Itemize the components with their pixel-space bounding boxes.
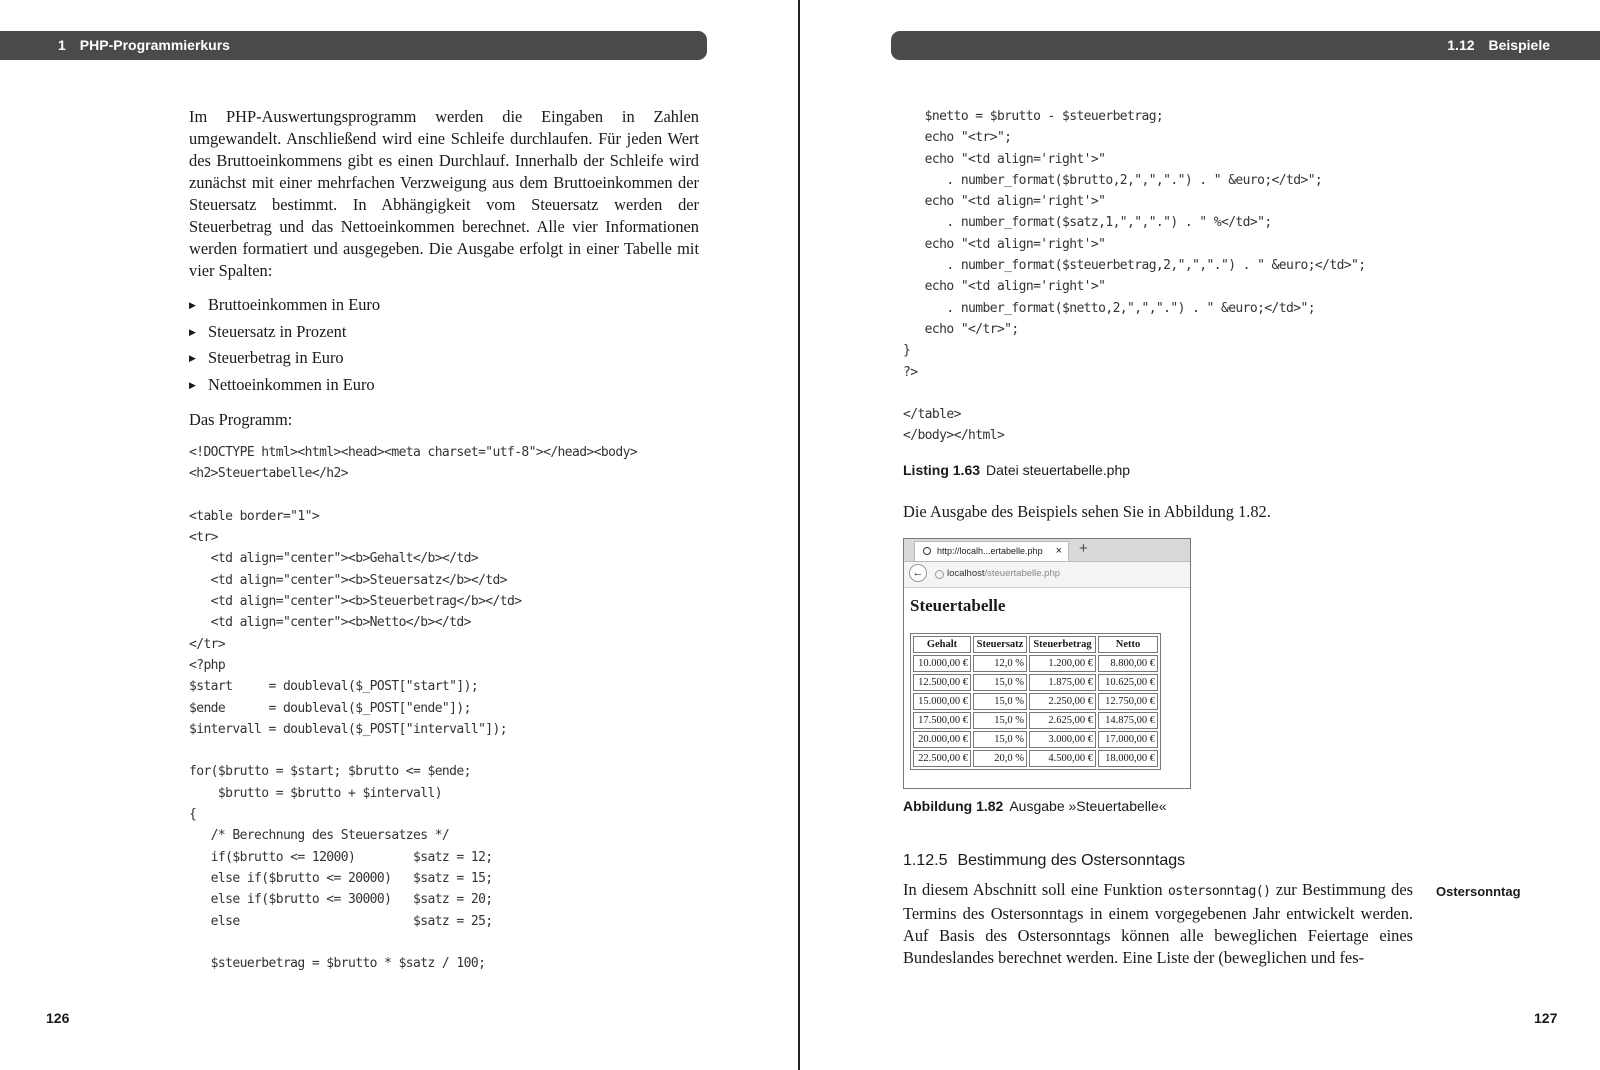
tab-title: http://localh...ertabelle.php [937, 546, 1043, 556]
output-sentence: Die Ausgabe des Beispiels sehen Sie in Abbildung 1.82. [903, 502, 1271, 521]
inline-code: ostersonntag() [1167, 884, 1271, 899]
table-cell: 3.000,00 € [1029, 731, 1096, 748]
section-number: 1.12 [1447, 37, 1475, 53]
table-cell: 15,0 % [973, 712, 1027, 729]
url-host: localhost [947, 568, 985, 579]
left-running-header [0, 31, 707, 60]
close-icon[interactable]: × [1055, 545, 1062, 557]
table-cell: 12.500,00 € [913, 674, 971, 691]
right-running-header [891, 31, 1600, 60]
column-header: Steuerbetrag [1029, 636, 1096, 653]
tax-table [910, 633, 1161, 770]
page-number-right: 127 [1534, 1010, 1558, 1026]
table-row [913, 712, 1158, 729]
figure-caption [903, 798, 1167, 814]
section-title: Beispiele [1488, 37, 1550, 53]
table-cell: 4.500,00 € [1029, 750, 1096, 767]
listing-caption [903, 462, 1130, 478]
chapter-number: 1 [58, 37, 66, 53]
browser-page-heading: Steuertabelle [910, 596, 1006, 615]
list-item: ▶ Bruttoeinkommen in Euro [189, 292, 689, 319]
figure-label: Abbildung 1.82 [903, 798, 1004, 814]
back-arrow-icon[interactable]: ← [909, 564, 927, 582]
code-listing-right: $netto = $brutto - $steuerbetrag; echo "<tr>"; echo "<td align='right'>" . number_format($brutto,2,",",".") . " &euro;</td>"; echo "<td align='right'>" . number_format($satz,1,",",".") . " %</td>"; echo "<td align='right'>" . number_format($steuerbetrag,2,",",".") . " &euro;</td>"; echo "<td align='right'>" . number_format($netto,2,",",".") . " &euro;</td>"; echo "</tr>"; } ?> </table> </body></html> [903, 109, 1366, 444]
table-cell: 15.000,00 € [913, 693, 971, 710]
subsection-heading [903, 852, 1195, 870]
table-row [913, 674, 1158, 691]
page-number-left: 126 [46, 1010, 70, 1026]
para-rest: zur Bestimmung des Termins des Ostersonntags in einem vorgegebenen Jahr entwickelt werden. Auf Basis des Ostersonntags können alle beweglichen Feiertage eines Bundeslandes berechnet werden. Eine Liste der (beweglichen und fes- [903, 880, 1413, 967]
table-row [913, 731, 1158, 748]
listing-label: Listing 1.63 [903, 462, 981, 478]
table-cell: 14.875,00 € [1098, 712, 1158, 729]
table-row [913, 693, 1158, 710]
table-cell: 15,0 % [973, 674, 1027, 691]
table-cell: 15,0 % [973, 693, 1027, 710]
figure-text: Ausgabe »Steuertabelle« [1009, 798, 1167, 814]
page-gutter [798, 0, 800, 1070]
table-cell: 20.000,00 € [913, 731, 971, 748]
table-cell: 1.875,00 € [1029, 674, 1096, 691]
listing-text: Datei steuertabelle.php [986, 462, 1131, 478]
url-text [947, 568, 1060, 579]
table-cell: 12.750,00 € [1098, 693, 1158, 710]
bullet-list [189, 292, 689, 398]
table-cell: 17.500,00 € [913, 712, 971, 729]
browser-tabbar [904, 539, 1190, 562]
new-tab-icon[interactable]: + [1079, 540, 1088, 557]
table-row [913, 750, 1158, 767]
subsection-title: Bestimmung des Ostersonntags [957, 852, 1186, 869]
column-header: Netto [1098, 636, 1158, 653]
reload-icon [923, 547, 931, 555]
list-item: ▶ Steuerbetrag in Euro [189, 345, 689, 372]
globe-icon [935, 570, 944, 579]
table-header-row [913, 636, 1158, 653]
table-cell: 22.500,00 € [913, 750, 971, 767]
table-cell: 10.000,00 € [913, 655, 971, 672]
chapter-title: PHP-Programmierkurs [79, 37, 230, 53]
program-intro: Das Programm: [189, 410, 293, 429]
table-row [913, 655, 1158, 672]
browser-tab[interactable] [914, 541, 1069, 561]
table-cell: 10.625,00 € [1098, 674, 1158, 691]
easter-paragraph [903, 879, 1413, 969]
table-cell: 12,0 % [973, 655, 1027, 672]
browser-screenshot [903, 538, 1191, 789]
column-header: Gehalt [913, 636, 971, 653]
para-start: In diesem Abschnitt soll eine Funktion [903, 880, 1168, 899]
table-cell: 15,0 % [973, 731, 1027, 748]
table-cell: 20,0 % [973, 750, 1027, 767]
list-item: ▶ Nettoeinkommen in Euro [189, 372, 689, 399]
table-cell: 17.000,00 € [1098, 731, 1158, 748]
subsection-number: 1.12.5 [903, 852, 948, 869]
column-header: Steuersatz [973, 636, 1027, 653]
table-cell: 8.800,00 € [1098, 655, 1158, 672]
margin-note: Ostersonntag [1436, 884, 1521, 899]
table-cell: 18.000,00 € [1098, 750, 1158, 767]
table-cell: 1.200,00 € [1029, 655, 1096, 672]
list-item: ▶ Steuersatz in Prozent [189, 319, 689, 346]
table-cell: 2.250,00 € [1029, 693, 1096, 710]
table-cell: 2.625,00 € [1029, 712, 1096, 729]
url-path: /steuertabelle.php [984, 568, 1061, 579]
code-listing-left: <!DOCTYPE html><html><head><meta charset="utf-8"></head><body> <h2>Steuertabelle</h2> <table border="1"> <tr> <td align="center"><b>Gehalt</b></td> <td align="center"><b>Steuersatz</b></td> <td align="center"><b>Steuerbetrag</b></td> <td align="center"><b>Netto</b></td> </tr> <?php $start = doubleval($_POST["start"]); $ende = doubleval($_POST["ende"]); $intervall = doubleval($_POST["intervall"]); for($brutto = $start; $brutto <= $ende; $brutto = $brutto + $intervall) { /* Berechnung des Steuersatzes */ if($brutto <= 12000) $satz = 12; else if($brutto <= 20000) $satz = 15; else if($brutto <= 30000) $satz = 20; else $satz = 25; $steuerbetrag = $brutto * $satz / 100; [189, 445, 638, 972]
address-bar[interactable] [904, 562, 1190, 588]
intro-paragraph: Im PHP-Auswertungsprogramm werden die Eingaben in Zahlen umgewandelt. Anschließend wird eine Schleife durchlaufen. Für jeden Wert des Bruttoeinkommens gibt es einen Durchlauf. Innerhalb der Schleife wird zunächst mit einer mehrfachen Verzweigung aus dem Bruttoeinkommen der Steuersatz bestimmt. In Abhängigkeit vom Steuersatz werden der Steuerbetrag und das Nettoeinkommen berechnet. Alle vier Informationen werden formatiert und ausgegeben. Die Ausgabe erfolgt in einer Tabelle mit vier Spalten: [189, 107, 699, 280]
